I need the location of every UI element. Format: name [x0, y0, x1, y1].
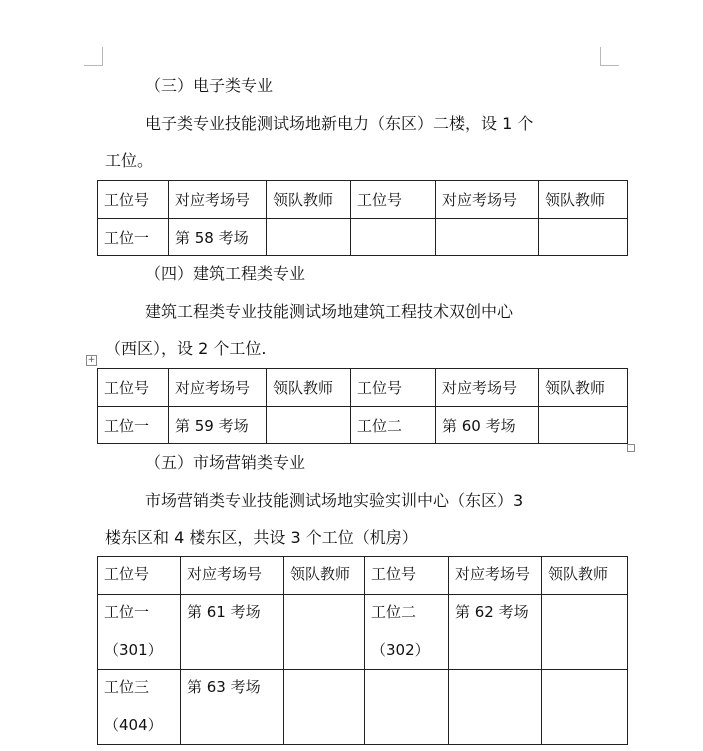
table-row [98, 407, 628, 444]
table-cell: 第 59 考场 [169, 407, 267, 444]
table-cell [436, 219, 539, 256]
table-cell [267, 219, 351, 256]
page-corner-mark-top-right [600, 47, 619, 66]
table-cell [98, 670, 181, 745]
station-table [97, 368, 628, 444]
table-header-row [98, 557, 628, 595]
table-header-cell: 领队教师 [539, 181, 628, 219]
table-cell [542, 595, 628, 670]
table-row [98, 595, 628, 670]
section-heading: （三）电子类专业 [145, 76, 274, 95]
table-header-cell: 领队教师 [539, 369, 628, 407]
table-cell: 第 60 考场 [436, 407, 539, 444]
table-header-row [98, 181, 628, 219]
table-cell: 第 63 考场 [181, 670, 284, 745]
table-header-cell: 领队教师 [267, 181, 351, 219]
table-cell [284, 595, 365, 670]
table-cell [449, 670, 542, 745]
table-header-cell: 领队教师 [267, 369, 351, 407]
table-header-cell: 对应考场号 [181, 557, 284, 595]
table-cell: 工位二 [351, 407, 436, 444]
room-number: （301） [104, 641, 163, 659]
table-row [98, 219, 628, 256]
section-heading: （四）建筑工程类专业 [145, 264, 306, 283]
table-header-cell: 对应考场号 [436, 181, 539, 219]
section-paragraph-line: 工位。 [105, 151, 154, 170]
table-cell: 第 62 考场 [449, 595, 542, 670]
station-table [97, 180, 628, 256]
section-paragraph-line: 楼东区和 4 楼东区，共设 3 个工位（机房） [105, 528, 418, 547]
room-number: （302） [371, 641, 430, 659]
table-cell: 工位一 [98, 407, 169, 444]
table-header-cell: 对应考场号 [169, 181, 267, 219]
section-paragraph-line: 建筑工程类专业技能测试场地建筑工程技术双创中心 [145, 302, 514, 321]
section-heading: （五）市场营销类专业 [145, 453, 306, 472]
table-header-cell: 工位号 [98, 181, 169, 219]
table-cell [539, 219, 628, 256]
table-header-cell: 工位号 [351, 181, 436, 219]
station-name: 工位三 [104, 678, 150, 696]
table-cell: 第 58 考场 [169, 219, 267, 256]
table-cell: 工位一 [98, 219, 169, 256]
station-name: 工位二 [371, 603, 417, 621]
table-header-cell: 工位号 [351, 369, 436, 407]
table-header-cell: 领队教师 [542, 557, 628, 595]
page-corner-mark-top-left [84, 47, 103, 66]
room-number: （404） [104, 716, 163, 734]
table-header-cell: 对应考场号 [449, 557, 542, 595]
table-header-cell: 工位号 [98, 369, 169, 407]
table-cell [365, 670, 449, 745]
table-header-cell: 对应考场号 [436, 369, 539, 407]
table-header-cell: 工位号 [98, 557, 181, 595]
section-paragraph-line: 市场营销类专业技能测试场地实验实训中心（东区）3 [145, 491, 524, 510]
table-header-cell: 工位号 [365, 557, 449, 595]
table-cell [542, 670, 628, 745]
table-cell [98, 595, 181, 670]
table-cell [365, 595, 449, 670]
table-cell: 第 61 考场 [181, 595, 284, 670]
table-header-cell: 领队教师 [284, 557, 365, 595]
station-name: 工位一 [104, 603, 150, 621]
section-paragraph-line: 电子类专业技能测试场地新电力（东区）二楼，设 1 个 [145, 114, 534, 133]
table-header-row [98, 369, 628, 407]
table-cell [267, 407, 351, 444]
station-table [97, 556, 628, 745]
section-paragraph-line: （西区），设 2 个工位. [105, 339, 267, 358]
table-header-cell: 对应考场号 [169, 369, 267, 407]
table-move-handle-icon[interactable]: + [87, 355, 96, 365]
table-row [98, 670, 628, 745]
table-cell [351, 219, 436, 256]
table-cell [539, 407, 628, 444]
table-cell [284, 670, 365, 745]
table-resize-handle-icon[interactable] [627, 444, 635, 452]
